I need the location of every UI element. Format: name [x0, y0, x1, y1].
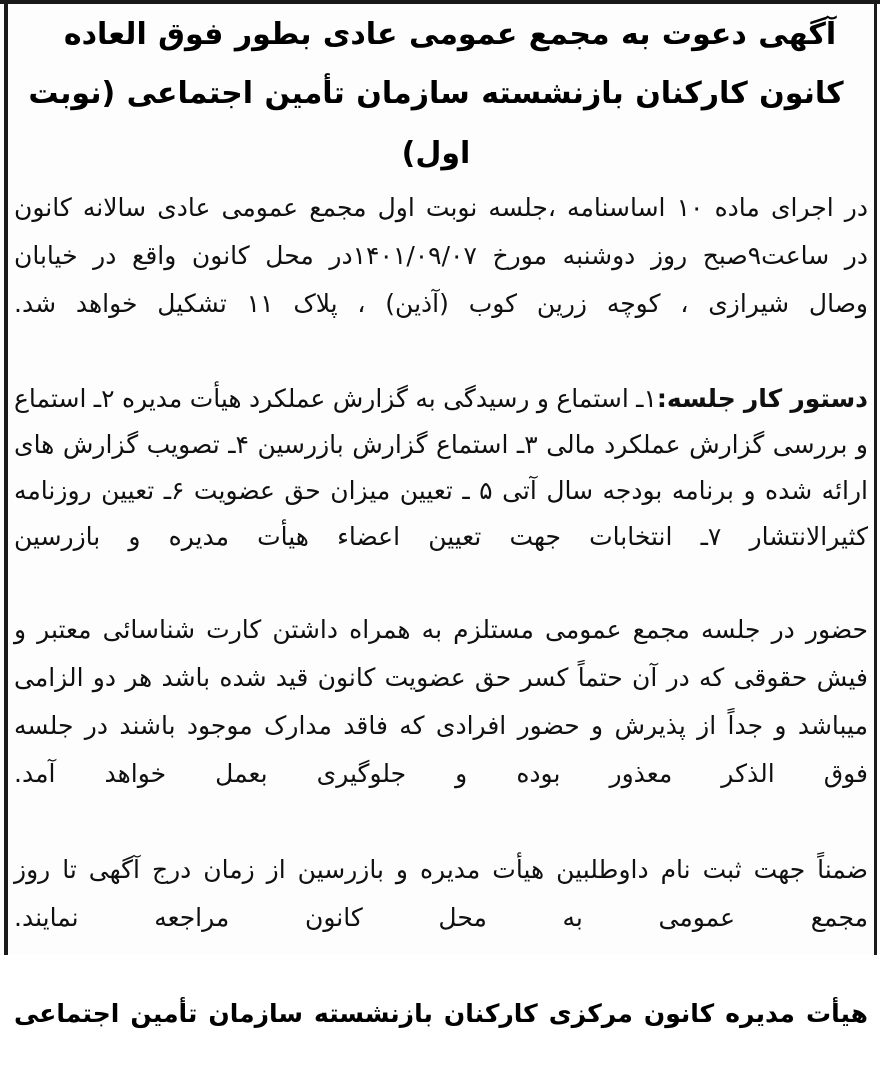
- note-paragraph: ضمناً جهت ثبت نام داوطلبین هیأت مدیره و بازرسین از زمان درج آگهی تا روز مجمع عمومی به محل کانون مراجعه نمایند.: [14, 855, 868, 932]
- agenda-paragraph: [14, 376, 868, 606]
- announcement-content: [14, 6, 868, 1086]
- right-column-rule: [874, 0, 877, 955]
- headline-line-1: آگهی دعوت به مجمع عمومی عادی بطور فوق العاده: [63, 17, 837, 52]
- headline-line-2: کانون کارکنان بازنشسته سازمان تأمین اجتماعی (نوبت اول): [28, 76, 844, 171]
- requirements-paragraph: حضور در جلسه مجمع عمومی مستلزم به همراه داشتن کارت شناسائی معتبر و فیش حقوقی که در آن حتماً کسر حق عضویت کانون قید شده باشد هر دو الزامی میباشد و جداً از پذیرش و حضور افرادی که فاقد مدارک موجود باشند در جلسه فوق الذکر معذور بوده و جلوگیری بعمل خواهد آمد.: [14, 615, 868, 788]
- announcement-headline: [14, 6, 868, 184]
- agenda-items: ۱ـ استماع و رسیدگی به گزارش عملکرد هیأت مدیره ۲ـ استماع و بررسی گزارش عملکرد مالی ۳ـ استماع گزارش بازرسین ۴ـ تصویب گزارش های ارائه شده و برنامه بودجه سال آتی ۵ ـ تعیین میزان حق عضویت ۶ـ تعیین روزنامه کثیرالانتشار ۷ـ انتخابات جهت تعیین اعضاء هیأت مدیره و بازرسین: [14, 384, 869, 551]
- left-column-rule: [4, 0, 8, 955]
- announcement-body: [14, 184, 868, 1086]
- intro-paragraph: در اجرای ماده ۱۰ اساسنامه ،جلسه نوبت اول مجمع عمومی عادی سالانه کانون در ساعت۹صبح روز دوشنبه مورخ ۱۴۰۱/۰۹/۰۷در محل کانون واقع در خیابان وصال شیرازی ، کوچه زرین کوب (آذین) ، پلاک ۱۱ تشکیل خواهد شد.: [14, 193, 869, 318]
- agenda-label: دستور کار جلسه:: [656, 384, 869, 413]
- signature-line: هیأت مدیره کانون مرکزی کارکنان بازنشسته سازمان تأمین اجتماعی: [14, 999, 868, 1028]
- top-rule: [0, 0, 880, 4]
